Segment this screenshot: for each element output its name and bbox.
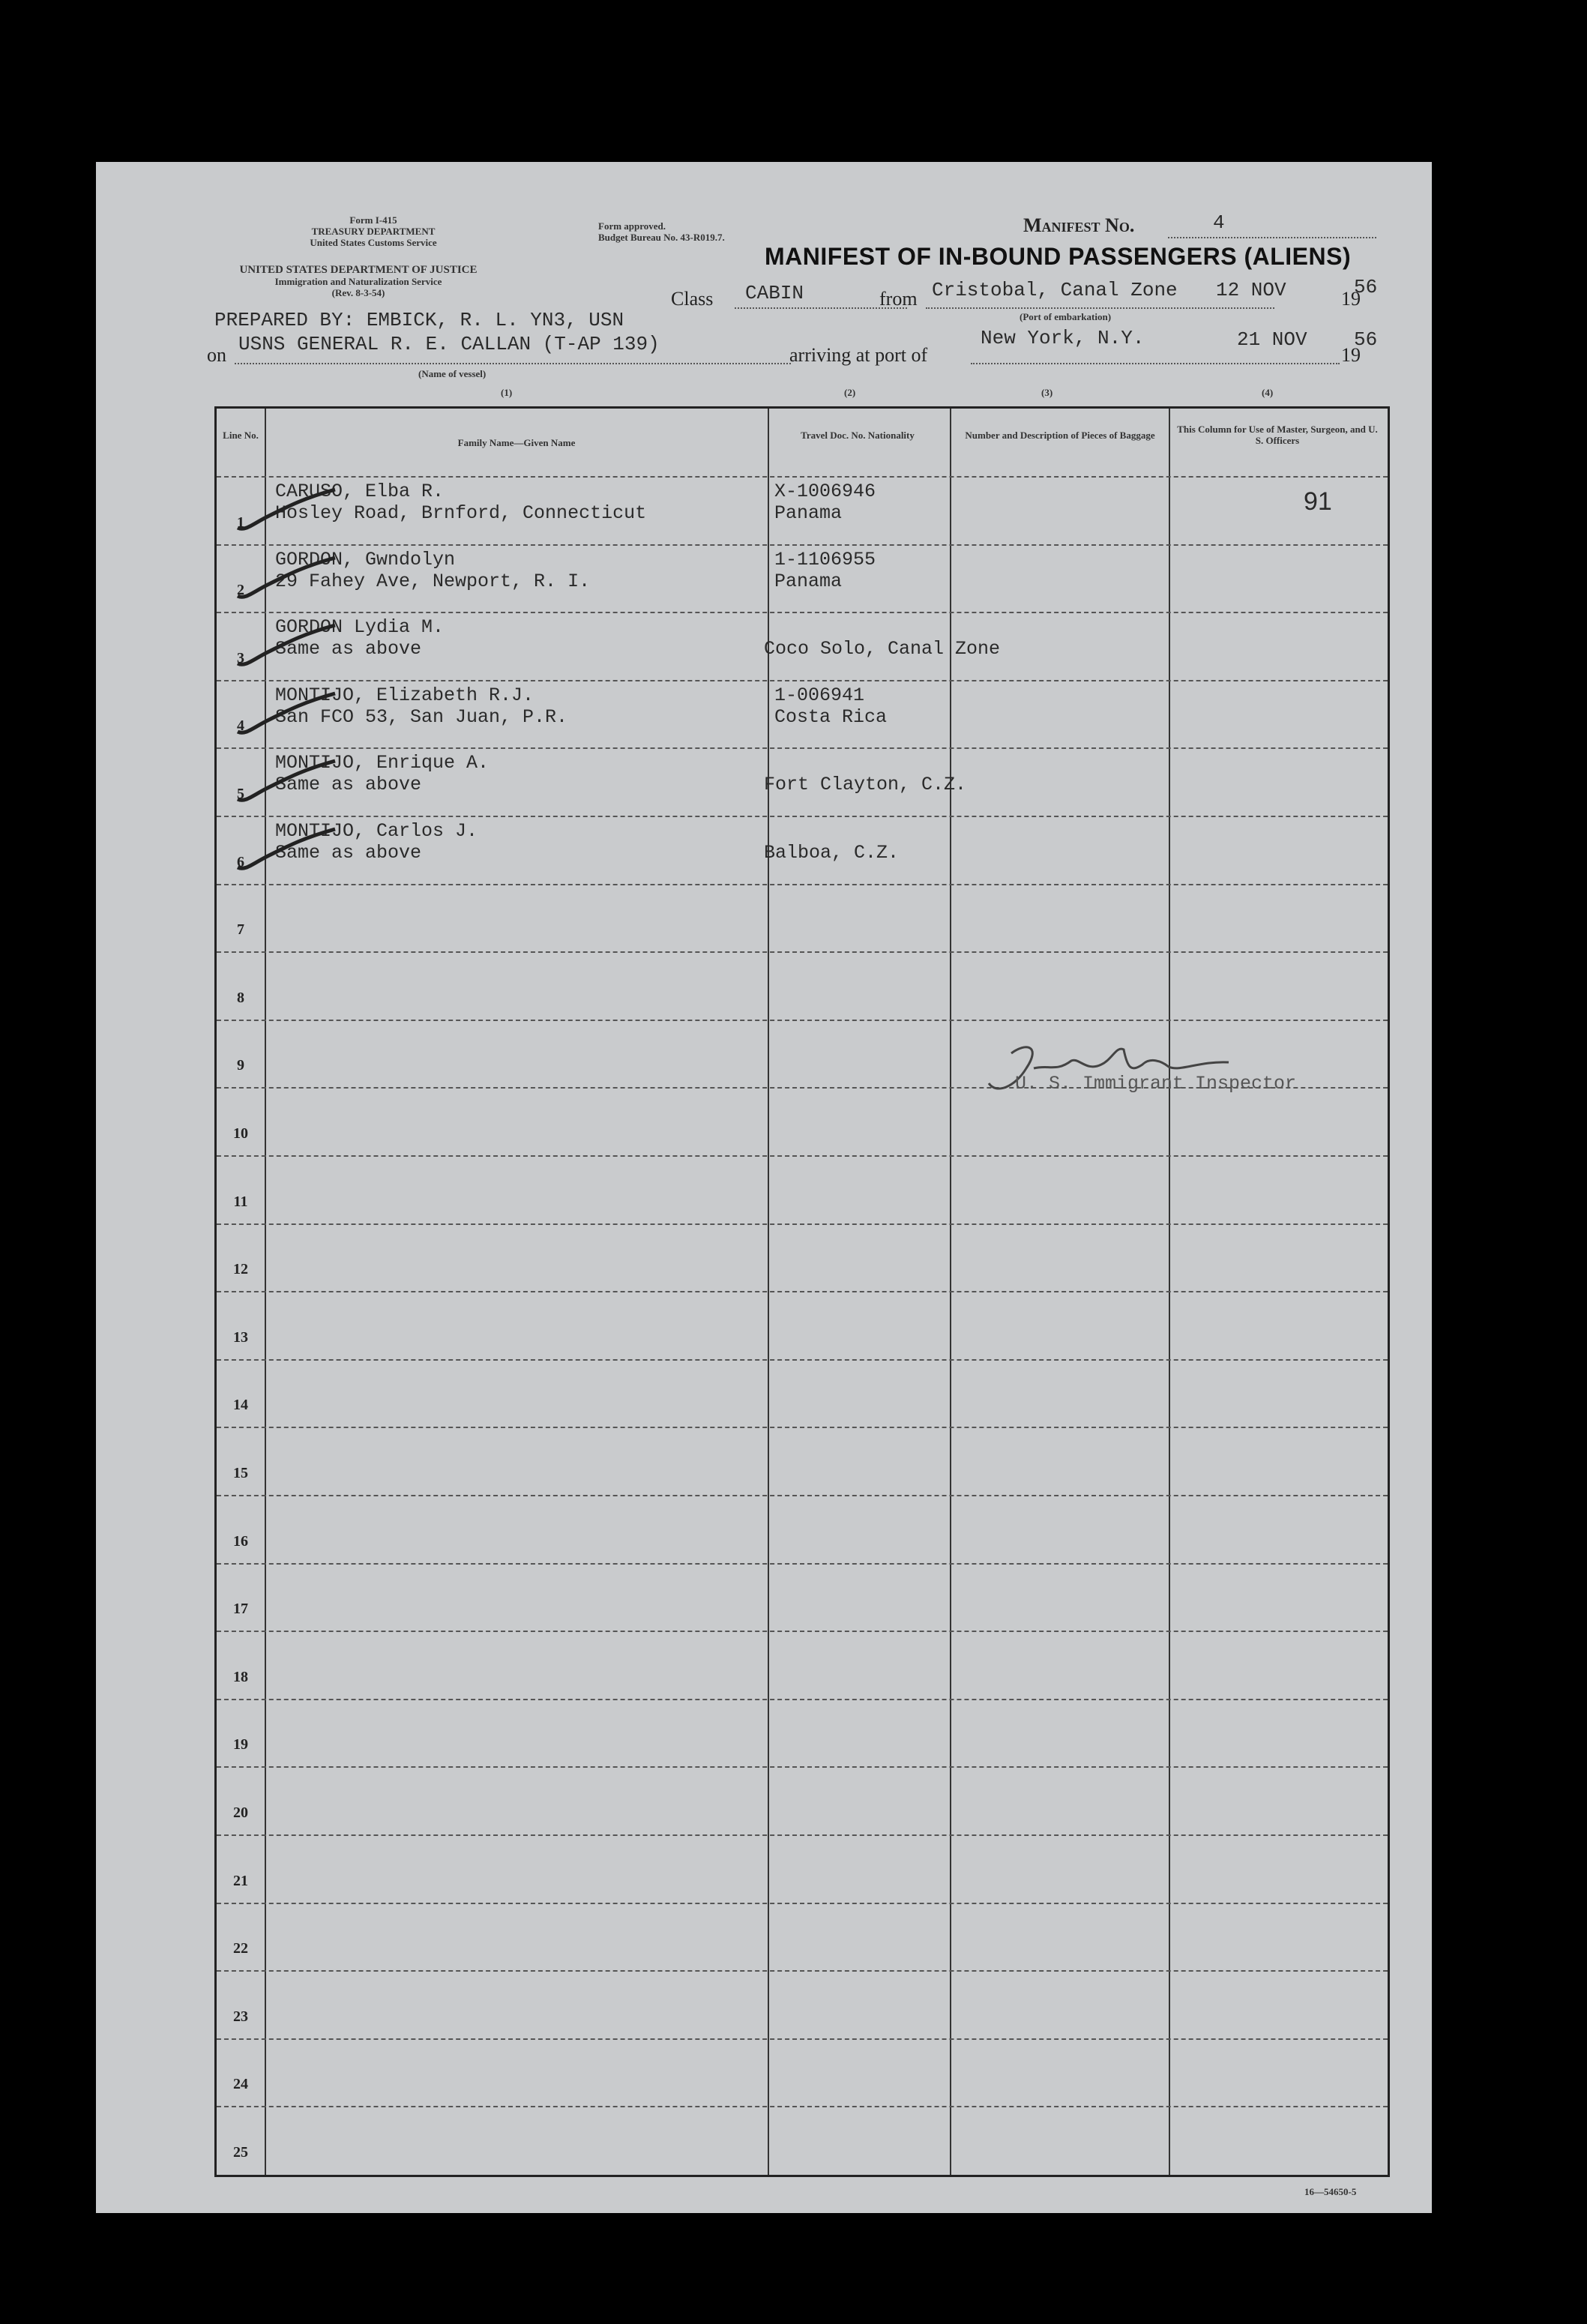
manifest-no-line [1168,237,1376,238]
justice-block [208,265,508,298]
line-number: 21 [233,1872,248,1889]
vessel-name: USNS GENERAL R. E. CALLAN (T-AP 139) [238,333,660,355]
row-divider [217,1223,1388,1225]
line-number: 25 [233,2144,248,2161]
check-mark-icon [223,555,343,607]
col-num-3: (3) [1041,387,1053,398]
row-divider [217,1834,1388,1836]
row-divider [217,1495,1388,1496]
inspector-title: U. S. Immigrant Inspector [1015,1073,1297,1095]
row-divider [217,747,1388,749]
passenger-address: Same as above [275,638,422,660]
travel-doc-no: X-1006946 [774,481,876,502]
vessel-label: (Name of vessel) [418,368,487,379]
line-number: 10 [233,1125,248,1142]
arrival-line [971,363,1340,364]
line-number: 14 [233,1397,248,1414]
prepared-by: PREPARED BY: EMBICK, R. L. YN3, USN [214,309,624,331]
officer-note: 91 [1304,487,1332,516]
check-mark-icon [223,758,343,810]
passenger-name: GORDON, Gwndolyn [275,548,456,571]
nationality: Panama [774,502,843,524]
travel-doc-no: Balboa, C.Z. [764,842,900,864]
footer-code: 16—54650-5 [1304,2186,1357,2197]
travel-doc-no: 1-1106955 [774,548,876,571]
passenger-address: Same as above [275,774,422,796]
line-number: 5 [237,786,244,802]
line-number: 9 [237,1057,244,1074]
arrival-year-prefix: 19 [1341,344,1361,366]
row-divider [217,544,1388,546]
line-number: 15 [233,1465,248,1481]
line-number: 24 [233,2076,248,2093]
row-divider [217,1903,1388,1904]
line-number: 19 [233,1736,248,1753]
class-value: CABIN [745,282,804,304]
row-divider [217,1766,1388,1768]
row-divider [217,1563,1388,1565]
row-divider [217,1631,1388,1632]
row-divider [217,2106,1388,2107]
line-number: 20 [233,1804,248,1821]
line-number: 22 [233,1940,248,1957]
col-num-2: (2) [844,387,856,398]
justice-dept: UNITED STATES DEPARTMENT OF JUSTICE [239,264,478,276]
arrival-year: 56 [1354,328,1378,351]
header-baggage: Number and Description of Pieces of Baggage [965,430,1155,441]
row-divider [217,1699,1388,1700]
travel-doc-no: Coco Solo, Canal Zone [764,638,1001,660]
row-divider [217,1291,1388,1292]
line-number: 3 [237,649,244,666]
row-divider [217,816,1388,817]
row-divider [217,1155,1388,1157]
customs-service: United States Customs Service [310,237,437,248]
nationality: Panama [774,570,843,592]
passenger-address: Same as above [275,842,422,864]
from-date: 12 NOV [1216,279,1286,301]
line-number: 12 [233,1261,248,1278]
vessel-line [235,363,791,364]
passenger-name: MONTIJO, Carlos J. [275,820,478,842]
line-number: 4 [237,717,244,735]
travel-doc-no: 1-006941 [774,684,865,706]
from-line [926,307,1274,309]
col-num-4: (4) [1262,387,1274,398]
passenger-table [214,406,1390,2177]
travel-doc-no: Fort Clayton, C.Z. [764,774,967,796]
row-divider [217,680,1388,681]
line-number: 8 [237,989,244,1006]
form-approved: Form approved. [598,220,666,232]
row-divider [217,1359,1388,1361]
check-mark-icon [223,622,343,675]
line-number: 1 [237,514,244,531]
on-label: on [207,344,226,366]
passenger-name: MONTIJO, Enrique A. [275,752,490,774]
form-revision: (Rev. 8-3-54) [331,287,385,298]
row-divider [217,2038,1388,2040]
passenger-address: San FCO 53, San Juan, P.R. [275,705,568,728]
approval-block [598,220,725,243]
line-number: 11 [233,1193,248,1210]
arrival-port: New York, N.Y. [981,327,1145,349]
arrival-date: 21 NOV [1237,328,1307,351]
ins-service: Immigration and Naturalization Service [274,276,442,287]
manifest-page [96,162,1432,2213]
header-travel-doc: Travel Doc. No. Nationality [801,430,915,441]
check-mark-icon [223,826,343,879]
row-divider [217,476,1388,478]
line-number: 7 [237,921,244,939]
check-mark-icon [223,690,343,743]
row-divider [217,951,1388,953]
manifest-no-label: Manifest No. [1023,214,1135,236]
form-number: Form I-415 [349,214,397,226]
passenger-address: Hosley Road, Brnford, Connecticut [275,502,647,524]
header-officers: This Column for Use of Master, Surgeon, and U. S. Officers [1177,424,1378,446]
line-number: 6 [237,853,244,870]
passenger-address: 29 Fahey Ave, Newport, R. I. [275,570,591,592]
row-divider [217,884,1388,885]
header-name: Family Name—Given Name [457,437,576,448]
row-divider [217,1020,1388,1021]
from-year: 56 [1354,276,1378,298]
row-divider [217,1427,1388,1428]
passenger-name: MONTIJO, Elizabeth R.J. [275,684,534,706]
arriving-label: arriving at port of [789,344,928,366]
nationality: Costa Rica [774,705,888,728]
line-number: 16 [233,1532,248,1550]
col-num-1: (1) [501,387,513,398]
form-id-block [261,214,486,248]
line-number: 18 [233,1668,248,1685]
budget-bureau: Budget Bureau No. 43-R019.7. [598,232,725,243]
from-value: Cristobal, Canal Zone [932,279,1178,301]
manifest-no-value: 4 [1213,211,1225,234]
class-label: Class [671,288,714,310]
from-label: from [879,288,918,310]
line-number: 17 [233,1601,248,1618]
treasury-dept: TREASURY DEPARTMENT [311,226,436,237]
line-number: 2 [237,582,244,599]
row-divider [217,612,1388,613]
header-line-no: Line No. [223,430,259,441]
row-divider [217,1970,1388,1972]
manifest-title: MANIFEST OF IN-BOUND PASSENGERS (ALIENS) [765,243,1352,270]
check-mark-icon [223,487,343,539]
passenger-name: CARUSO, Elba R. [275,481,445,502]
port-embark-label: (Port of embarkation) [1020,311,1112,322]
from-year-prefix: 19 [1341,288,1361,310]
line-number: 23 [233,2008,248,2025]
line-number: 13 [233,1328,248,1346]
passenger-name: GORDON Lydia M. [275,616,445,639]
